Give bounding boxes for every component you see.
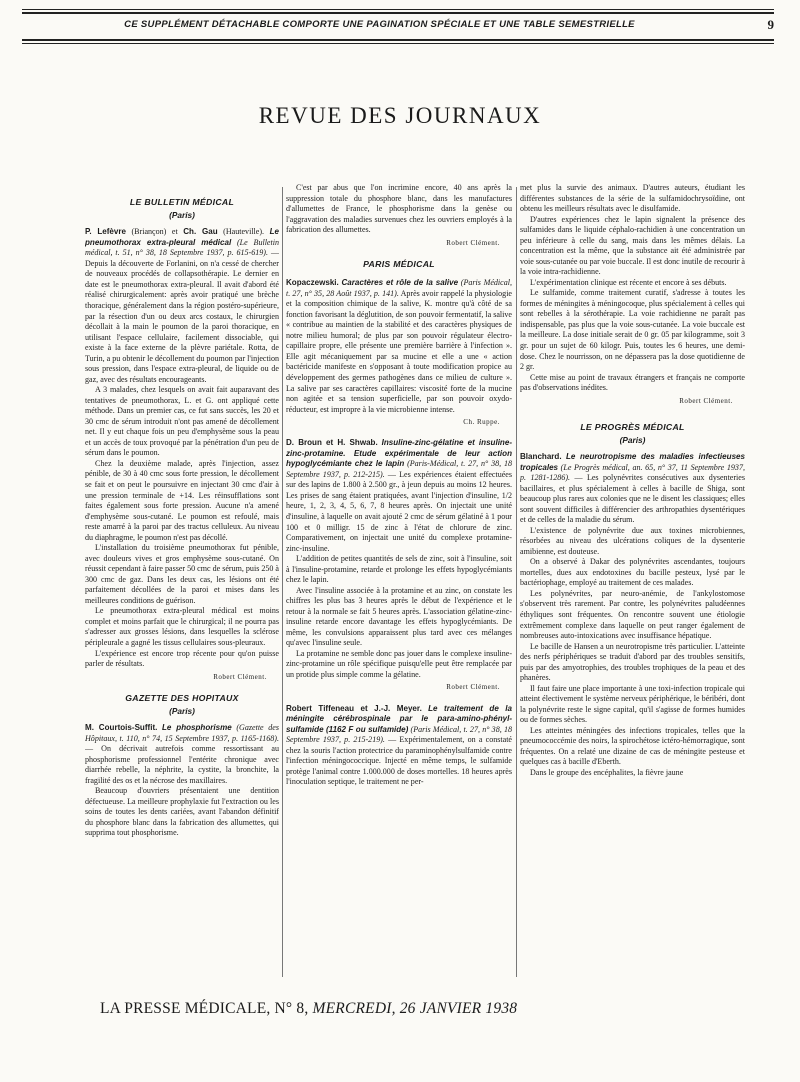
footer-date: MERCREDI, 26 JANVIER 1938 [312, 1000, 518, 1017]
article-source: (Paris Médical, t. 27, n° 38, 18 Septembre 1937, p. 215-219). [286, 724, 512, 745]
paragraph: Les polynévrites, par neuro-anémie, de l'ankylostomose s'observent très rarement. Par contre, les polynévrites paludéennes éthyliques sont fréquentes. On rencontre souvent une étiologie extrêmement complexe dans laquelle on peut ranger également de nombreuses auto-intoxications avec insuffisance hépatique. [520, 588, 745, 641]
section-subtitle: (Paris) [169, 706, 195, 717]
paragraph: Beaucoup d'ouvriers présentaient une dentition défectueuse. La meilleure prophylaxie fut l'extraction ou les soins de toutes les dents cariées, avant l'abandon définitif du phosphore blanc dans la fabrication des allumettes, qui supprima tout phosphorisme. [85, 786, 279, 838]
article-source: (Le Bulletin médical, t. 51, n° 38, 18 Septembre 1937, p. 615-619). [85, 237, 279, 258]
page-footer [100, 1000, 680, 1018]
paragraph: Avec l'insuline associée à la protamine et au zinc, on constate les chiffres les plus bas 3 heures après le début de l'expérience et le retour à la normale se fait 5 heures après. L'association gélatine-zinc-insuline retarde encore davantage les effets hypoglycémiants. De même, les convulsions apparaissent plus tard avec ces mélanges qu'avec l'insuline seule. [286, 585, 512, 648]
article-text: — Les expériences étaient effectuées sur des lapins de 1.800 à 2.500 gr., à jeun depuis au moins 12 heures. Les prises de sang étaient pratiquées, avant l'injection d'insuline, 1/2 heure, 1, 2, 3, 4, 5, 6, 7, 8 heures après. On injectait une unité d'insuline, à laquelle on avait ajouté 2 cmc de sérum gélatiné à 1 pour 100 et 0 milligr. 15 de zinc à l'état de chlorure de zinc. Comparativement, on injectait une unité du complexe protamine-zinc-insuline. [286, 469, 512, 553]
author-signature: Robert Clément. [213, 672, 267, 681]
paragraph: C'est par abus que l'on incrimine encore, 40 ans après la suppression totale du phosphore blanc, dans les manufactures d'allumettes de France, le phosphorisme dans la genèse ou l'aggravation des maladies survenues chez les ouvriers employés à la fabrication des allumettes. [286, 183, 512, 235]
article-text: — On décrivait autrefois comme ressortissant au phosphorisme professionnel l'entérite chronique avec diarrhée rebelle, la néphrite, la cystite, la bronchite, la fragilité des os et la nécrose des maxillaires. [85, 744, 279, 785]
article-author: Blanchard. [520, 452, 562, 462]
section-subtitle: (Paris) [169, 210, 195, 221]
author-affiliation: (Hauteville). [217, 227, 265, 237]
author-signature: Robert Clément. [679, 396, 733, 405]
author-affiliation: (Briançon) et [125, 227, 184, 237]
header-rule-top-thick [22, 12, 774, 14]
article-intro [85, 227, 279, 385]
article-text: — Depuis la découverte de Forlanini, on n'a cessé de chercher de nouveaux procédés de collapsothérapie. Le dernier en date est le pneumothorax extra-pleural. Il avait d'abord été réalisé chirurgicalement: après avoir pratiqué une brèche thoracique, généralement dans la région postéro-supérieure, par la résection d'un ou deux arcs costaux, le chirurgien décollait à la main le poumon de la paroi thoracique, en utilisant l'espace cellulaire, facilement dissociable, qui existe à la face externe de la plèvre pariétale. Rotta, de Turin, a pu obtenir le décollement du poumon par l'injection sous pression, dans l'espace extra-pleural, de liquide ou de gaz, avec des résultats encourageants. [85, 248, 279, 384]
paragraph: Le sulfamide, comme traitement curatif, s'adresse à toutes les formes de méningites à méningocoque, plus spécialement à celles qui sont rebelles à la sérothérapie. La voie rachidienne ne paraît pas indispensable, pas plus que la voie sous-cutanée. La voie buccale est la meilleure. La dose initiale serait de 0 gr. 05 par kilogramme, soit 3 gr. pour un sujet de 60 kilogr. Puis, toutes les 6 heures, une demi-dose. Chez le nourrisson, on ne dépassera pas la dose quotidienne de 2 gr. [520, 288, 745, 372]
paragraph: La protamine ne semble donc pas jouer dans le complexe insuline-zinc-protamine un rôle spécifique puisqu'elle peut être remplacée par un protide plus simple comme la gélatine. [286, 648, 512, 679]
paragraph: L'existence de polynévrite due aux toxines microbiennes, résorbées au niveau des ulcérations coliques de la dysenterie amibienne, est douteuse. [520, 525, 745, 556]
article-author: P. Lefèvre [85, 227, 126, 237]
article-author: M. Courtois-Suffit. [85, 722, 158, 732]
article-intro [286, 704, 512, 788]
paragraph: met plus la survie des animaux. D'autres auteurs, étudiant les différentes substances de la série de la sulfamidochrysoïdine, ont obtenu les meilleurs résultats avec le disulfamide. [520, 183, 745, 214]
article-source: (Gazette des Hôpitaux, t. 110, n° 74, 15 Septembre 1937, p. 1165-1168). [85, 722, 279, 743]
article-title: Le traitement de la méningite cérébrospinale par le para-amino-phényl-sulfamide (1162 F ou sulfamide) [286, 703, 512, 734]
article-source: (Paris-Médical, t. 27, n° 38, 18 Septembre 1937, p. 212-215). [286, 459, 512, 479]
article-author: Ch. Gau [183, 227, 218, 237]
section-title: PARIS MÉDICAL [363, 258, 435, 269]
paragraph: Le pneumothorax extra-pleural médical est moins complet et moins parfait que le chirurgical; il ne pourra pas s'adresser aux grosses lésions, dans lesquelles la sclérose péripleurale a gagné les tissus cellulaires sous-pleuraux. [85, 606, 279, 647]
column-1 [85, 197, 279, 991]
paragraph: A 3 malades, chez lesquels on avait fait auparavant des tentatives de pneumothorax, L. et G. ont appliqué cette méthode. Dans un premier cas, ce fut sans succès, les 20 et 30 cmc de sérum introduit n'ont pas amené de décollement net. Il y eut chaque fois un peu d'emphysème sous la peau et un accès de toux provoqué par la pénétration d'un peu de sérum dans le poumon. [85, 385, 279, 458]
article-text: — Expérimentalement, on a constaté chez la souris l'action protectrice du paraminophénylsulfamide contre l'infection méningococcique. Injecté en même temps, le sulfamide protège l'animal contre 1.000.000 de doses mortelles. 18 heures après l'inoculation septique, le traitement ne per- [286, 735, 512, 787]
author-signature: Robert Clément. [446, 238, 500, 247]
article-title: Insuline-zinc-gélatine et insuline-zinc-protamine. Etude expérimentale de leur action hypoglycémiante chez le lapin [286, 438, 512, 469]
author-signature: Robert Clément. [446, 683, 500, 692]
article-text: — Les polynévrites consécutives aux dysenteries bacillaires, et plus spécialement à celles à bacille de Shiga, sont beaucoup plus rares aux colonies que ne le disent les classiques; elles sont souvent difficiles à différencier des arthropathies dysentériques et de celles de la maladie du sérum. [520, 473, 745, 525]
header-rule-bottom [22, 43, 774, 44]
paragraph: Dans le groupe des encéphalites, la fièvre jaune [530, 767, 684, 777]
footer-journal: LA PRESSE MÉDICALE, N° 8, [100, 1000, 309, 1017]
header-text: CE SUPPLÉMENT DÉTACHABLE COMPORTE UNE PAGINATION SPÉCIALE ET UNE TABLE SEMESTRIELLE [124, 19, 635, 30]
paragraph: Les atteintes méningées des infections tropicales, telles que la pneumococcémie des noirs, la spirochétose ictéro-hémorragique, sont fréquentes. On a relaté une dizaine de cas de méningite pesteuse et quelques cas à bacille d'Eberth. [520, 725, 745, 767]
column-divider-1 [282, 187, 283, 977]
section-title: LE BULLETIN MÉDICAL [129, 197, 235, 207]
column-2 [286, 183, 512, 977]
paragraph: Chez la deuxième malade, après l'injection, assez pénible, de 30 à 40 cmc sous forte pression, le décollement se fait et on peut le poursuivre en injectant 30 cmc d'air à une pression terminale de +14. Les réinsufflations sont faites également sous forte pression. Aucune n'a amené d'emphysème sous-cutané. Le poumon est refoulé, mais reste amarré à la paroi par des tractus celluleux. Au niveau du diaphragme, le poumon n'est pas décollé. [85, 458, 279, 542]
section-title: GAZETTE DES HOPITAUX [125, 692, 239, 703]
paragraph: L'installation du troisième pneumothorax fut pénible, avec douleurs vives et gros emphysème sous-cutané. On réussit cependant à faire passer 50 cmc de sérum, puis 250 à 300 cmc de gaz. Dans les deux cas, les lésions ont été parfaitement décollées de la paroi et mises dans les meilleures conditions de guérison. [85, 543, 279, 605]
header-rule-top [22, 9, 774, 10]
article-author: D. Broun et H. Shwab. [286, 438, 378, 448]
paragraph: Le bacille de Hansen a un neurotropisme très particulier. L'atteinte des nerfs périphériques se traduit d'abord par des troubles sensitifs, puis par des amyotrophies, des troubles trophiques de la peau et des phanères. [520, 641, 745, 683]
running-header [22, 6, 774, 44]
article-source: (Le Progrès médical, an. 65, n° 37, 11 Septembre 1937, p. 1281-1286). [520, 462, 745, 483]
article-author: Robert Tiffeneau et J.-J. Meyer. [286, 703, 422, 713]
column-3 [520, 183, 745, 977]
column-divider-2 [516, 187, 517, 977]
page-number: 9 [767, 17, 774, 32]
section-subtitle: (Paris) [619, 435, 646, 446]
article-author: Kopaczewski. [286, 278, 339, 288]
page-title: REVUE DES JOURNAUX [258, 103, 542, 128]
paragraph: L'expérience est encore trop récente pour qu'on puisse parler de résultats. [85, 648, 279, 669]
paragraph: Il faut faire une place importante à une toxi-infection tropicale qui atteint électivement le système nerveux périphérique, le béribéri, dont la polynévrite reste le signe capital, qu'il s'agisse de formes humides ou de formes sèches. [520, 683, 745, 725]
article-title: Le pneumothorax extra-pleural médical [85, 227, 279, 247]
article-text: Après avoir rappelé la physiologie et la composition chimique de la salive, K. montre qu'à côté de sa fonction favorisant la déglutition, de son pouvoir fermentatif, la salive « contribue au maintien de la stabilité et des caractères physiques de notre milieu humoral; de plus par son pouvoir régulateur électro-capillaire propre, elle présente une première barrière à l'infection ». Elle agit mécaniquement par sa mucine et elle a une « action bactéricide manifeste en s'opposant à toute modification propice au développement des germes pathogènes dans ce milieu de culture ». La salive par ses caractères capillaires: viscosité forte de la mucine non agitée et sa tension superficielle, par son pouvoir oxydo-réducteur, est impropre à la vie microbienne intense. [286, 288, 512, 414]
article-intro [286, 438, 512, 554]
article-title: Le neurotropisme des maladies infectieuses tropicales [520, 452, 745, 472]
paragraph: D'autres expériences chez le lapin signalent la présence des sulfamides dans le liquide céphalo-rachidien à une concentration un peu inférieure à celle du sang, mais dans les mêmes délais. La concentration est la même, que la substance ait été administrée par voie sous-cutanée ou par voie buccale. Il est donc inutile de recourir à la voie intra-rachidienne. [520, 214, 745, 277]
paragraph: On a observé à Dakar des polynévrites ascendantes, toujours mortelles, dues aux endotoxines du bacille pesteux, lysé par le bactériophage, employé au traitement de ces malades. [520, 557, 745, 588]
author-signature: Ch. Ruppe. [463, 418, 500, 427]
article-intro [85, 723, 279, 786]
article-source: (Paris Médical, t. 27, n° 35, 28 Août 1937, p. 141). [286, 278, 512, 298]
article-intro [286, 278, 512, 415]
article-title: Le phosphorisme [162, 722, 232, 732]
paragraph: L'expérimentation clinique est récente et encore à ses débuts. [530, 277, 727, 287]
section-title: LE PROGRÈS MÉDICAL [580, 421, 685, 432]
paragraph: L'addition de petites quantités de sels de zinc, soit à l'insuline, soit à l'insuline-protamine, retarde et prolonge les effets hypoglycémiants chez le lapin. [286, 554, 512, 585]
header-rule-bottom-thick [22, 39, 774, 41]
paragraph: Cette mise au point de travaux étrangers et français ne comporte pas d'observations inédites. [520, 372, 745, 393]
article-intro [520, 452, 745, 526]
article-title: Caractères et rôle de la salive [341, 278, 459, 288]
